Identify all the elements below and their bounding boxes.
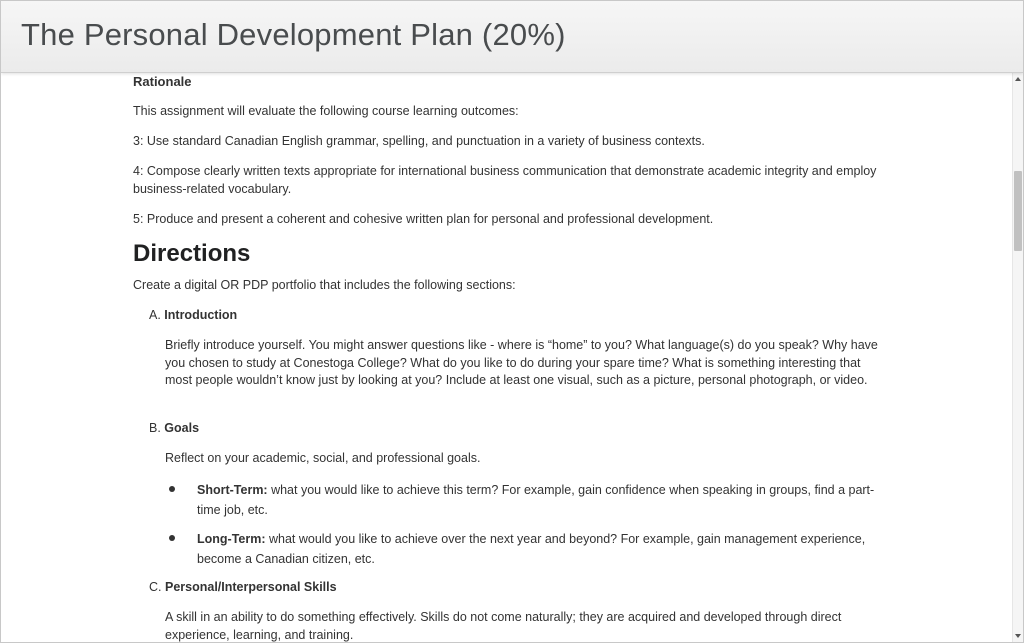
list-item-long-term — [183, 529, 878, 569]
scroll-thumb[interactable] — [1014, 171, 1022, 251]
rationale-intro: This assignment will evaluate the following course learning outcomes: — [133, 104, 519, 118]
long-term-text: what would you like to achieve over the next year and beyond? For example, gain management experience, become a Canadian citizen, etc. — [197, 532, 866, 566]
section-a-body: Briefly introduce yourself. You might answer questions like - where is “home” to you? What language(s) do you speak? Why have you chosen to study at Conestoga College? What do you like to do during your spare time? What is something interesting that most people wouldn’t know just by looking at you? Include at least one visual, such as a picture, personal photograph, or video. — [165, 338, 878, 387]
short-term-text-wrap — [197, 480, 878, 520]
outcome-4: 4: Compose clearly written texts appropriate for international business communication that demonstrate academic integrity and employ business-related vocabulary. — [133, 164, 877, 196]
outcome-5: 5: Produce and present a coherent and cohesive written plan for personal and professional development. — [133, 212, 714, 226]
section-c-heading — [149, 579, 337, 597]
bullet-icon — [169, 486, 175, 492]
scroll-up-arrow-icon[interactable] — [1015, 77, 1021, 81]
section-b-heading — [149, 420, 199, 438]
short-term-text: what you would like to achieve this term? For example, gain confidence when speaking in groups, find a part-time job, etc. — [197, 483, 875, 517]
section-c-title: Personal/Interpersonal Skills — [164, 580, 337, 594]
directions-intro: Create a digital OR PDP portfolio that includes the following sections: — [133, 278, 516, 292]
section-b-title: Goals — [164, 421, 200, 435]
vertical-scrollbar[interactable] — [1012, 73, 1023, 642]
section-c-letter: C. — [149, 580, 162, 594]
directions-heading: Directions — [133, 240, 251, 267]
page-title: The Personal Development Plan (20%) — [21, 17, 566, 52]
long-term-label: Long-Term: — [197, 532, 266, 546]
section-b-body: Reflect on your academic, social, and professional goals. — [165, 451, 481, 465]
section-a-heading — [149, 307, 237, 325]
scroll-down-arrow-icon[interactable] — [1015, 634, 1021, 638]
short-term-label: Short-Term: — [197, 483, 268, 497]
title-bar — [1, 1, 1023, 73]
rationale-heading: Rationale — [133, 74, 192, 89]
content-scroll-area[interactable] — [1, 73, 1014, 642]
bullet-icon — [169, 535, 175, 541]
section-a-title: Introduction — [164, 308, 238, 322]
list-item-short-term — [183, 480, 878, 520]
outcome-3: 3: Use standard Canadian English grammar, spelling, and punctuation in a variety of business contexts. — [133, 134, 705, 148]
section-c-body: A skill in an ability to do something effectively. Skills do not come naturally; they are acquired and developed through direct experience, learning, and training. — [165, 610, 842, 642]
section-b-letter: B. — [149, 421, 161, 435]
long-term-text-wrap — [197, 529, 878, 569]
section-a-letter: A. — [149, 308, 161, 322]
